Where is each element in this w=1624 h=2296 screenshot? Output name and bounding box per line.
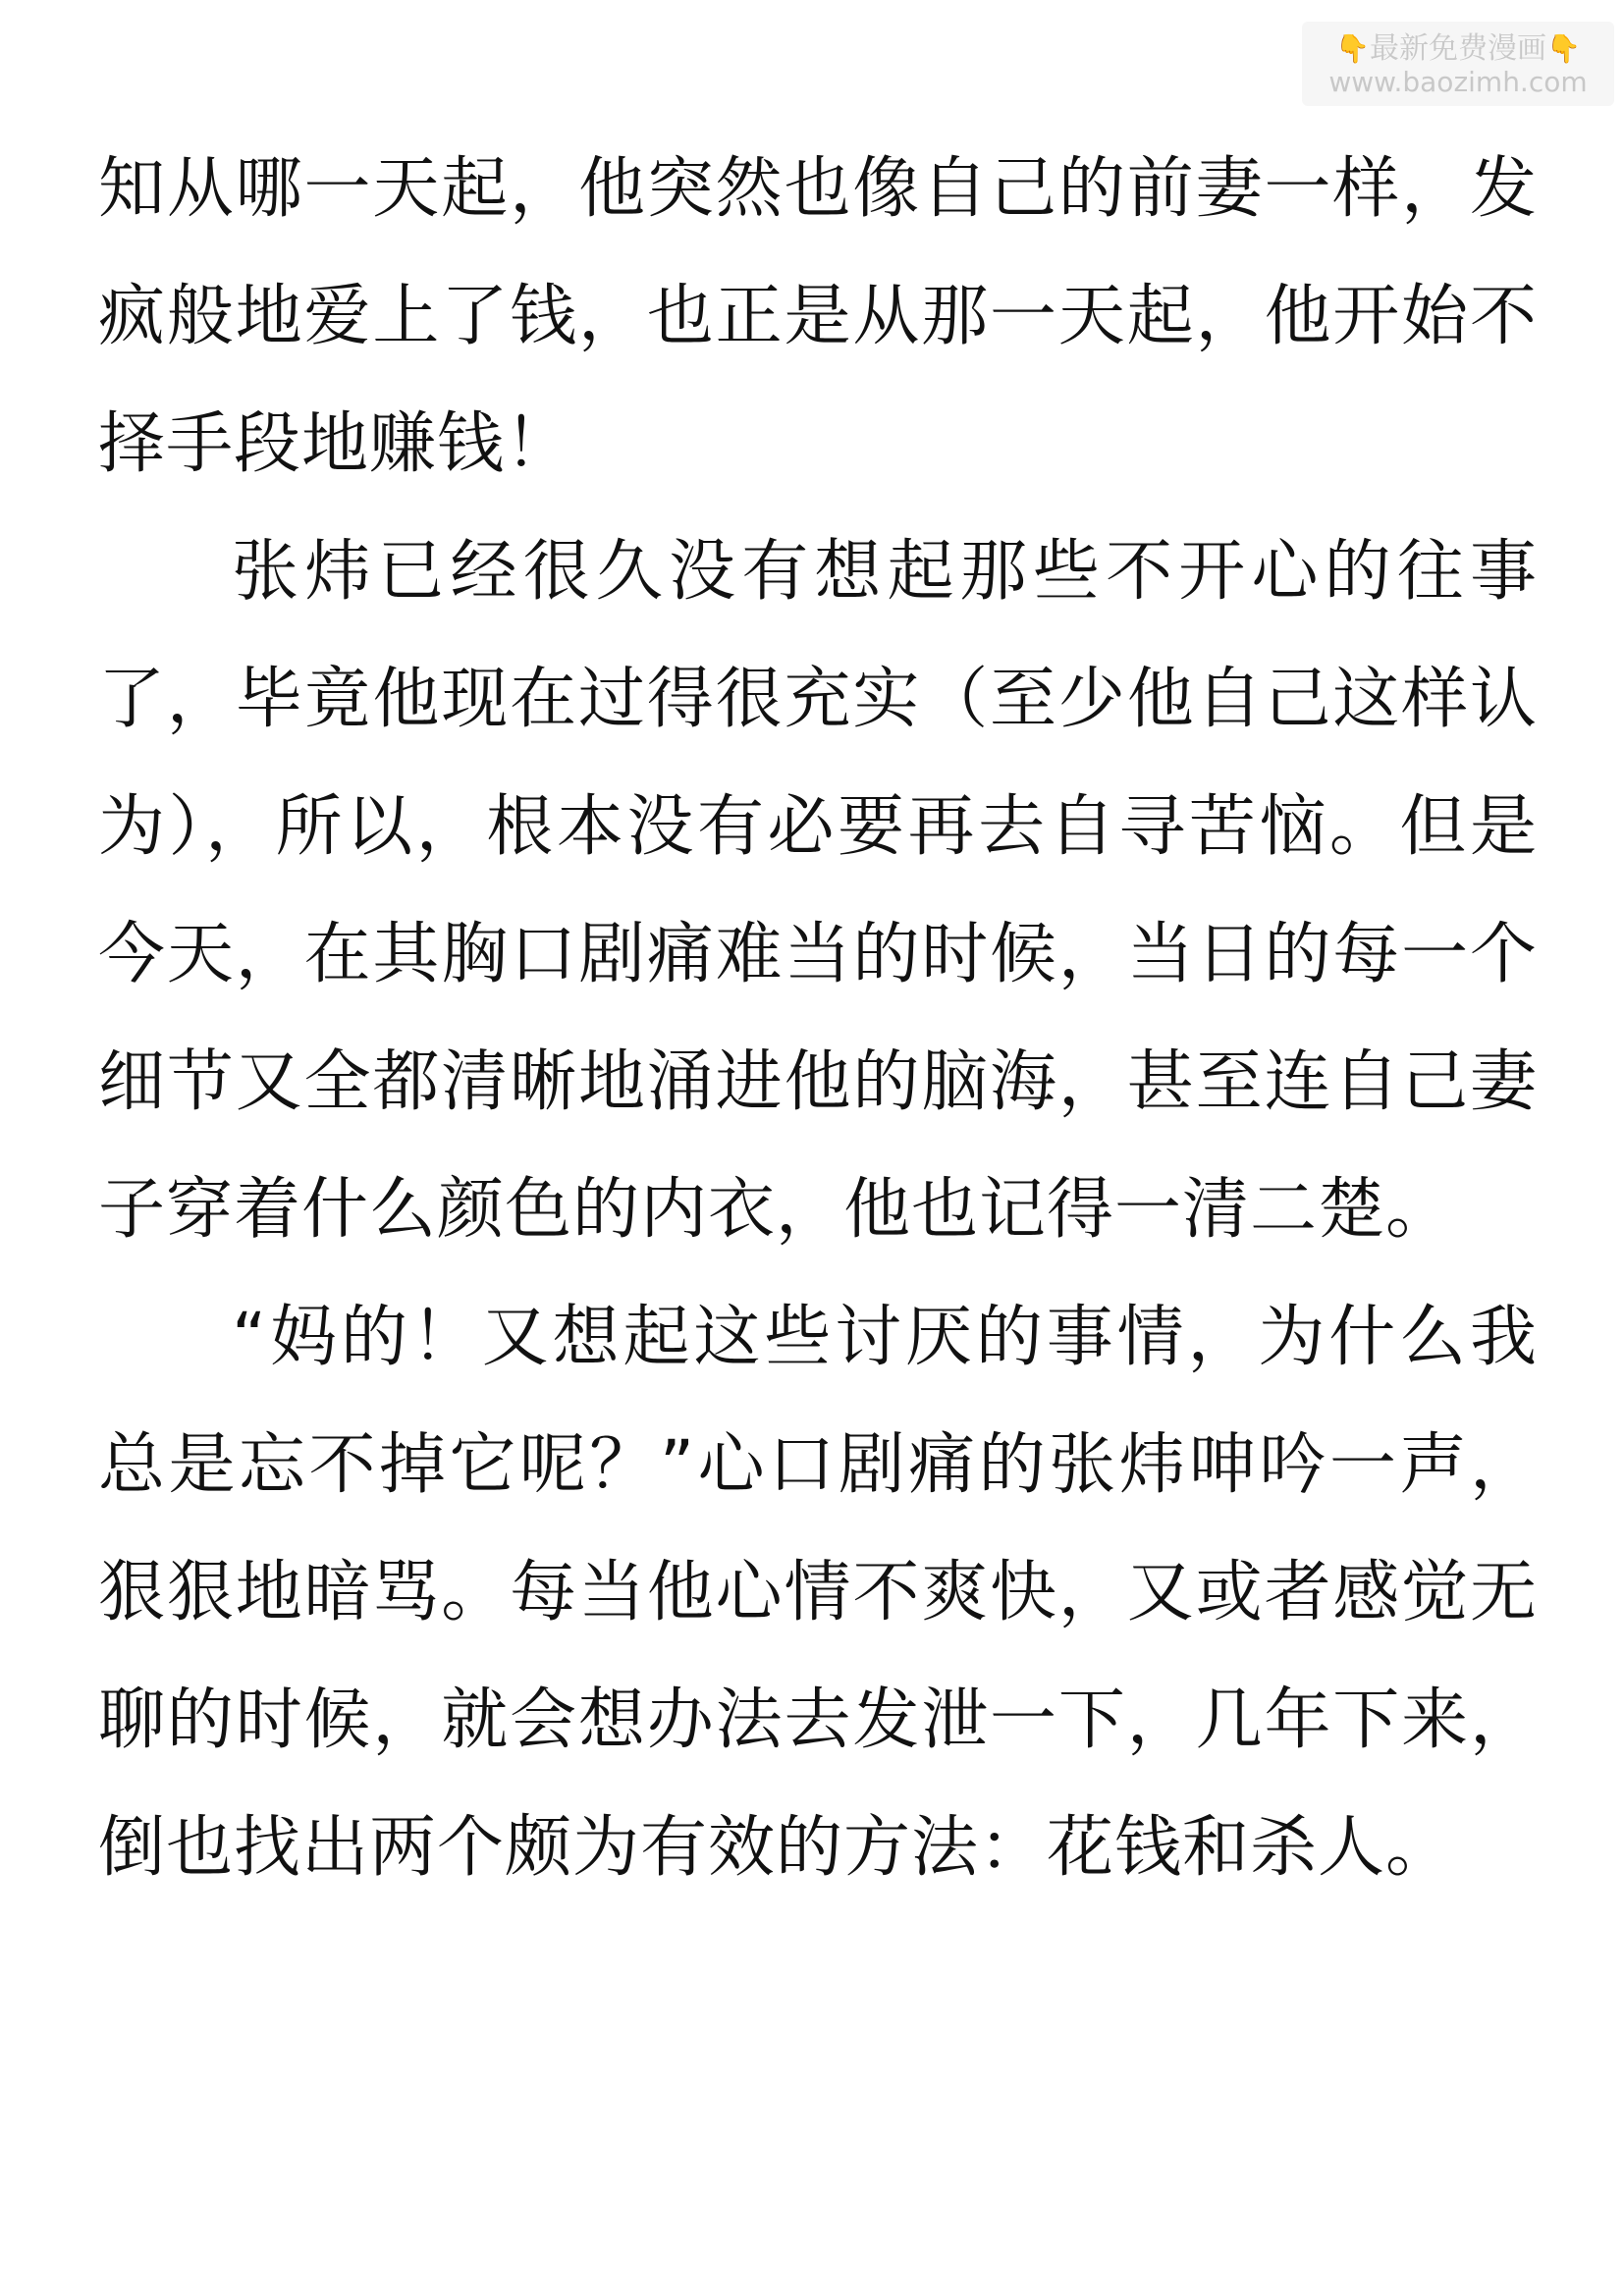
watermark-text: 最新免费漫画 <box>1370 31 1546 66</box>
paragraph-2: 张炜已经很久没有想起那些不开心的往事了，毕竟他现在过得很充实（至少他自己这样认为），所以，根本没有必要再去自寻苦恼。但是今天，在其胸口剧痛难当的时候，当日的每一个细节又全都清晰地涌进他的脑海，甚至连自己妻子穿着什么颜色的内衣，他也记得一清二楚。 <box>98 533 1538 1249</box>
pointing-down-hand-icon: 👇 <box>1546 32 1581 65</box>
watermark-title <box>1302 31 1614 67</box>
pointing-down-hand-icon: 👇 <box>1335 32 1370 65</box>
watermark-banner[interactable] <box>1302 22 1614 106</box>
watermark-url[interactable]: www.baozimh.com <box>1328 66 1588 98</box>
paragraph-3: “妈的！又想起这些讨厌的事情，为什么我总是忘不掉它呢？”心口剧痛的张炜呻吟一声，狠狠地暗骂。每当他心情不爽快，又或者感觉无聊的时候，就会想办法去发泄一下，几年下来，倒也找出两个颇为有效的方法：花钱和杀人。 <box>98 1299 1538 1887</box>
document-body <box>98 126 1538 1912</box>
paragraph-1: 知从哪一天起，他突然也像自己的前妻一样，发疯般地爱上了钱，也正是从那一天起，他开始不择手段地赚钱！ <box>98 150 1538 483</box>
